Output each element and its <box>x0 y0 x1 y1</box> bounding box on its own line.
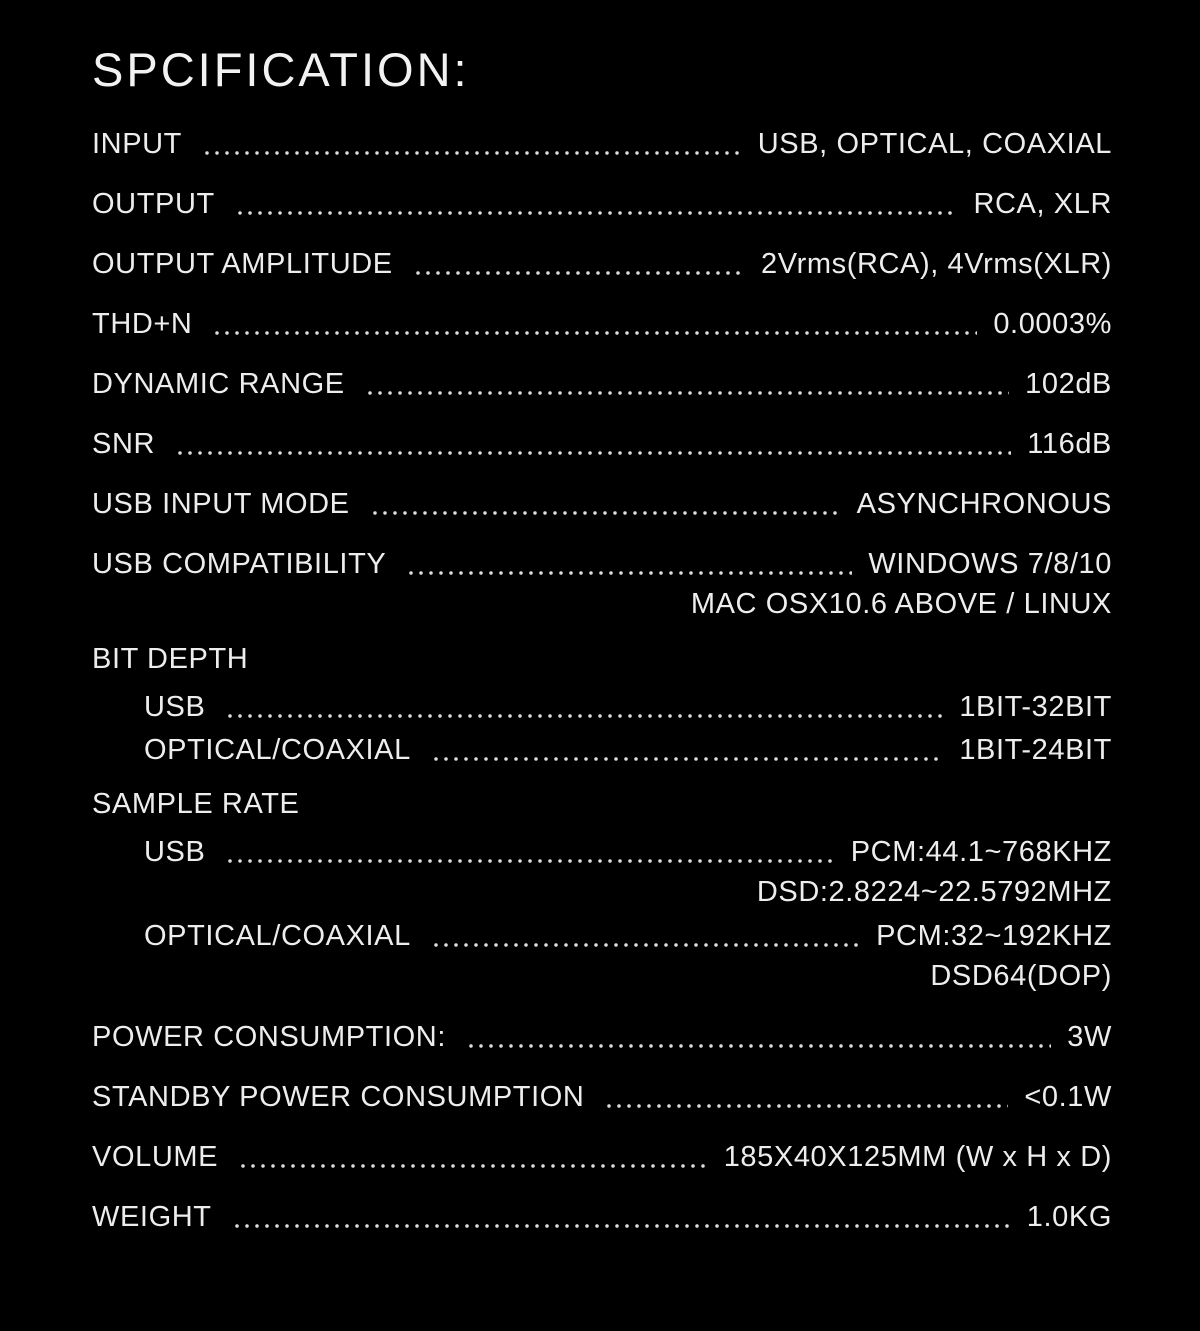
spec-row <box>92 730 1112 770</box>
spec-row-line <box>92 730 1112 770</box>
spec-row-line <box>92 1017 1112 1057</box>
spec-label: OUTPUT AMPLITUDE <box>92 248 393 280</box>
spec-label: VOLUME <box>92 1141 219 1173</box>
spec-value: RCA, XLR <box>973 188 1112 220</box>
spec-value: USB, OPTICAL, COAXIAL <box>757 128 1112 160</box>
page-title: SPCIFICATION: <box>92 43 470 96</box>
spec-value-line2: DSD64(DOP) <box>930 960 1112 992</box>
spec-label: POWER CONSUMPTION: <box>92 1021 446 1053</box>
dotted-leader <box>466 1017 1051 1057</box>
spec-value: PCM:44.1~768KHZ <box>850 836 1112 868</box>
spec-row <box>92 484 1112 524</box>
spec-value: 3W <box>1067 1021 1112 1053</box>
spec-label: OPTICAL/COAXIAL <box>144 920 411 952</box>
section-header: SAMPLE RATE <box>92 788 300 820</box>
spec-row-line <box>92 544 1112 584</box>
spec-label: SNR <box>92 428 156 460</box>
spec-row <box>92 124 1112 164</box>
spec-row <box>92 244 1112 284</box>
dotted-leader <box>604 1077 1008 1117</box>
spec-row <box>92 687 1112 727</box>
spec-row <box>92 544 1112 625</box>
spec-row-line <box>92 184 1112 224</box>
spec-value: 185X40X125MM (W x H x D) <box>723 1141 1112 1173</box>
dotted-leader <box>238 1137 708 1177</box>
spec-row-line <box>92 364 1112 404</box>
spec-value: 116dB <box>1027 428 1112 460</box>
spec-row <box>92 916 1112 997</box>
spec-value: WINDOWS 7/8/10 <box>868 548 1112 580</box>
spec-row-line <box>92 1137 1112 1177</box>
spec-row-line <box>92 1077 1112 1117</box>
spec-row <box>92 304 1112 344</box>
dotted-leader <box>365 364 1009 404</box>
spec-row <box>92 1017 1112 1057</box>
dotted-leader <box>431 730 943 770</box>
spec-row-line <box>92 687 1112 727</box>
spec-label: OPTICAL/COAXIAL <box>144 734 411 766</box>
spec-row-line <box>92 832 1112 872</box>
spec-value: 102dB <box>1025 368 1112 400</box>
spec-row-line <box>92 916 1112 956</box>
dotted-leader <box>370 484 841 524</box>
spec-row-line <box>92 484 1112 524</box>
spec-row <box>92 1077 1112 1117</box>
spec-label: WEIGHT <box>92 1201 212 1233</box>
spec-label: USB <box>144 691 206 723</box>
spec-row <box>92 1197 1112 1237</box>
spec-value: 1BIT-24BIT <box>959 734 1112 766</box>
dotted-leader <box>232 1197 1011 1237</box>
spec-label: USB COMPATIBILITY <box>92 548 387 580</box>
spec-row-line <box>92 424 1112 464</box>
spec-label: USB <box>144 836 206 868</box>
spec-value-line2: DSD:2.8224~22.5792MHZ <box>756 876 1112 908</box>
dotted-leader <box>413 244 745 284</box>
dotted-leader <box>225 832 834 872</box>
spec-value: 1.0KG <box>1026 1201 1112 1233</box>
spec-value-line2: MAC OSX10.6 ABOVE / LINUX <box>690 588 1112 620</box>
spec-label: OUTPUT <box>92 188 215 220</box>
section-header: BIT DEPTH <box>92 643 249 675</box>
spec-row <box>92 1137 1112 1177</box>
spec-value: 2Vrms(RCA), 4Vrms(XLR) <box>760 248 1112 280</box>
spec-label: USB INPUT MODE <box>92 488 350 520</box>
spec-value: ASYNCHRONOUS <box>856 488 1112 520</box>
spec-value: PCM:32~192KHZ <box>876 920 1112 952</box>
spec-label: DYNAMIC RANGE <box>92 368 345 400</box>
spec-value: 0.0003% <box>993 308 1112 340</box>
spec-value: <0.1W <box>1024 1081 1112 1113</box>
spec-row-line <box>92 304 1112 344</box>
spec-value: 1BIT-32BIT <box>959 691 1112 723</box>
spec-label: INPUT <box>92 128 182 160</box>
dotted-leader <box>406 544 852 584</box>
dotted-leader <box>202 124 742 164</box>
spec-row-line <box>92 124 1112 164</box>
dotted-leader <box>431 916 860 956</box>
spec-row-line <box>92 244 1112 284</box>
dotted-leader <box>225 687 943 727</box>
spec-label: THD+N <box>92 308 193 340</box>
spec-row <box>92 424 1112 464</box>
spec-list <box>92 124 1112 1237</box>
dotted-leader <box>212 304 977 344</box>
dotted-leader <box>175 424 1011 464</box>
spec-label: STANDBY POWER CONSUMPTION <box>92 1081 585 1113</box>
spec-row <box>92 184 1112 224</box>
spec-row <box>92 364 1112 404</box>
dotted-leader <box>235 184 958 224</box>
spec-row <box>92 832 1112 913</box>
spec-row-line <box>92 1197 1112 1237</box>
